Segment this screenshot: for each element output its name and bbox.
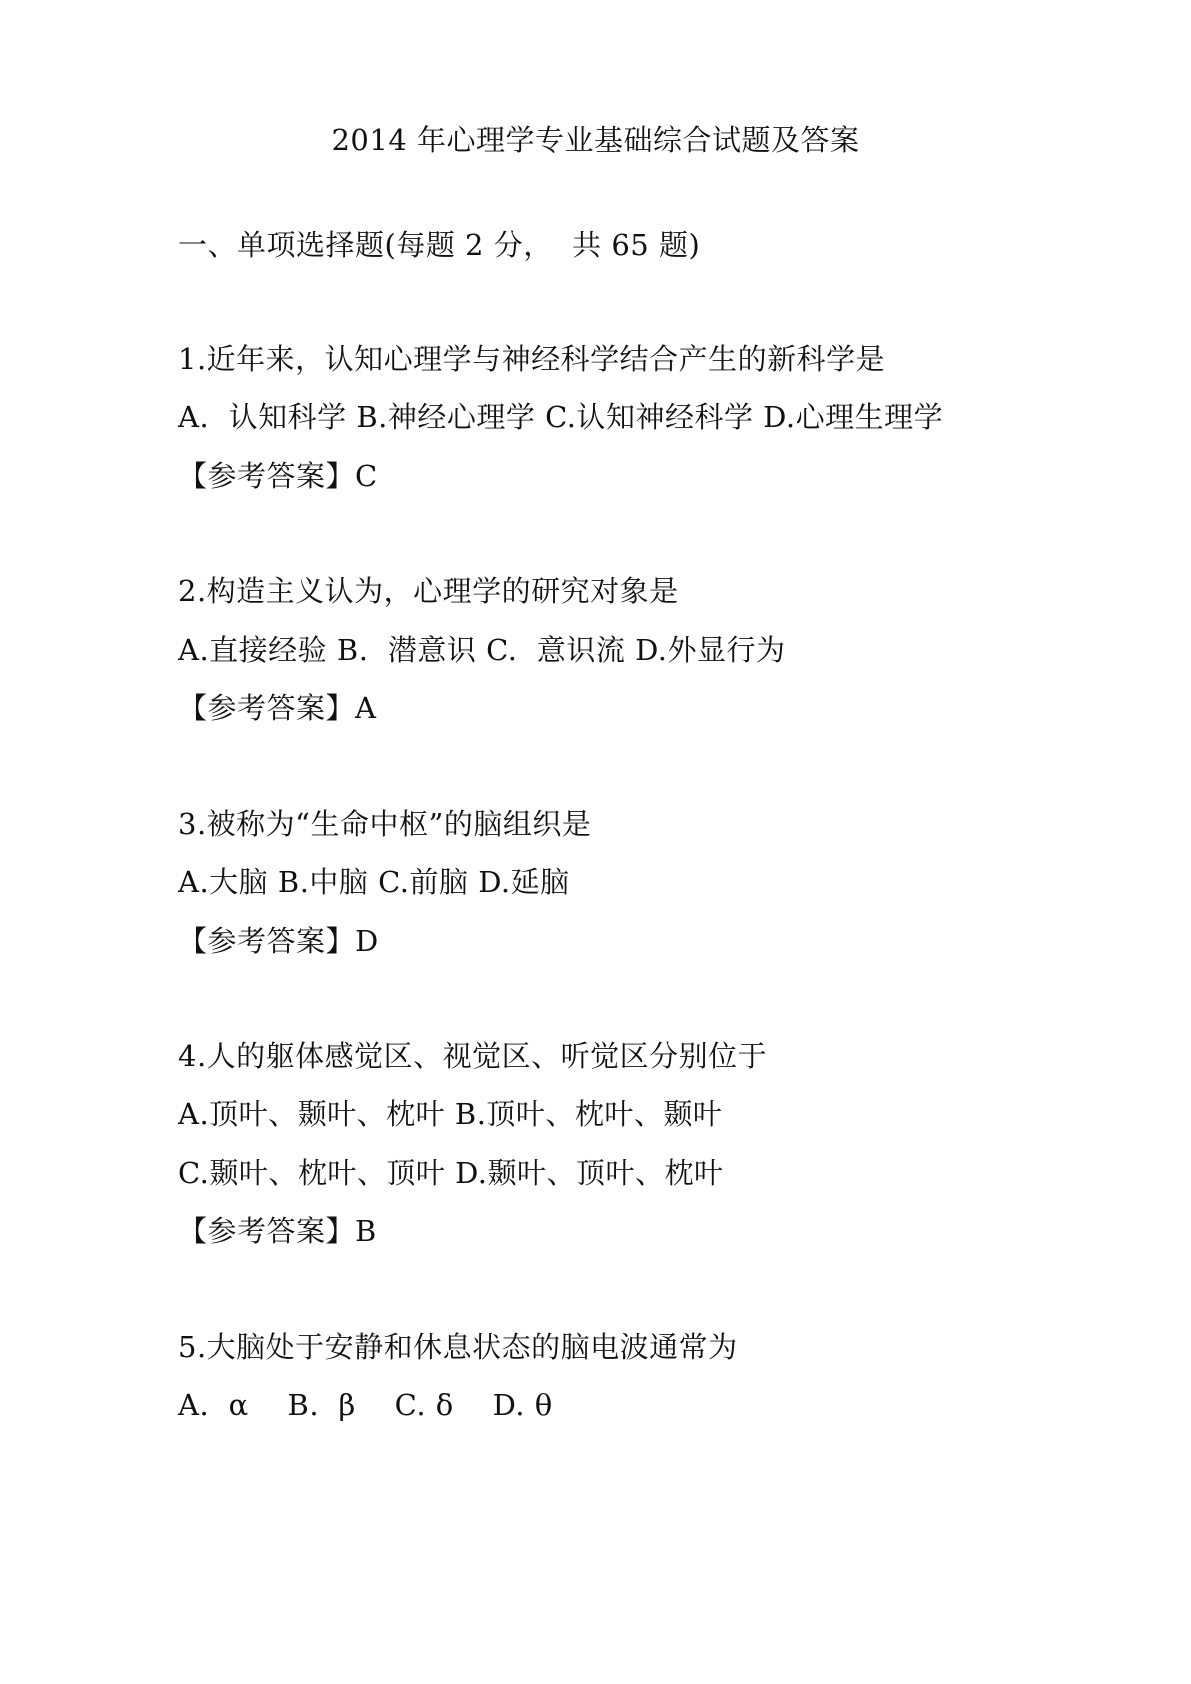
question-2-answer: 【参考答案】A: [178, 691, 377, 725]
question-3-stem: 3.被称为“生命中枢”的脑组织是: [178, 807, 592, 841]
question-4-options-line-1: A.顶叶、颞叶、枕叶 B.顶叶、枕叶、颞叶: [178, 1097, 723, 1131]
document-title: 2014 年心理学专业基础综合试题及答案: [331, 123, 860, 157]
question-3-answer: 【参考答案】D: [178, 924, 379, 958]
question-4-options-line-2: C.颞叶、枕叶、顶叶 D.颞叶、顶叶、枕叶: [178, 1156, 724, 1190]
section-heading: 一、单项选择题(每题 2 分， 共 65 题): [178, 228, 701, 262]
question-1-answer: 【参考答案】C: [178, 459, 378, 493]
question-4-answer: 【参考答案】B: [178, 1214, 377, 1248]
question-5-stem: 5.大脑处于安静和休息状态的脑电波通常为: [178, 1330, 738, 1364]
question-4-stem: 4.人的躯体感觉区、视觉区、听觉区分别位于: [178, 1039, 768, 1073]
question-2-stem: 2.构造主义认为，心理学的研究对象是: [178, 574, 679, 608]
question-1-options: A. 认知科学 B.神经心理学 C.认知神经科学 D.心理生理学: [178, 400, 944, 434]
question-3-options: A.大脑 B.中脑 C.前脑 D.延脑: [178, 865, 570, 899]
question-5-options: A. α B. β C. δ D. θ: [178, 1388, 553, 1422]
question-1-stem: 1.近年来，认知心理学与神经科学结合产生的新科学是: [178, 342, 886, 376]
question-2-options: A.直接经验 B. 潜意识 C. 意识流 D.外显行为: [178, 633, 786, 667]
